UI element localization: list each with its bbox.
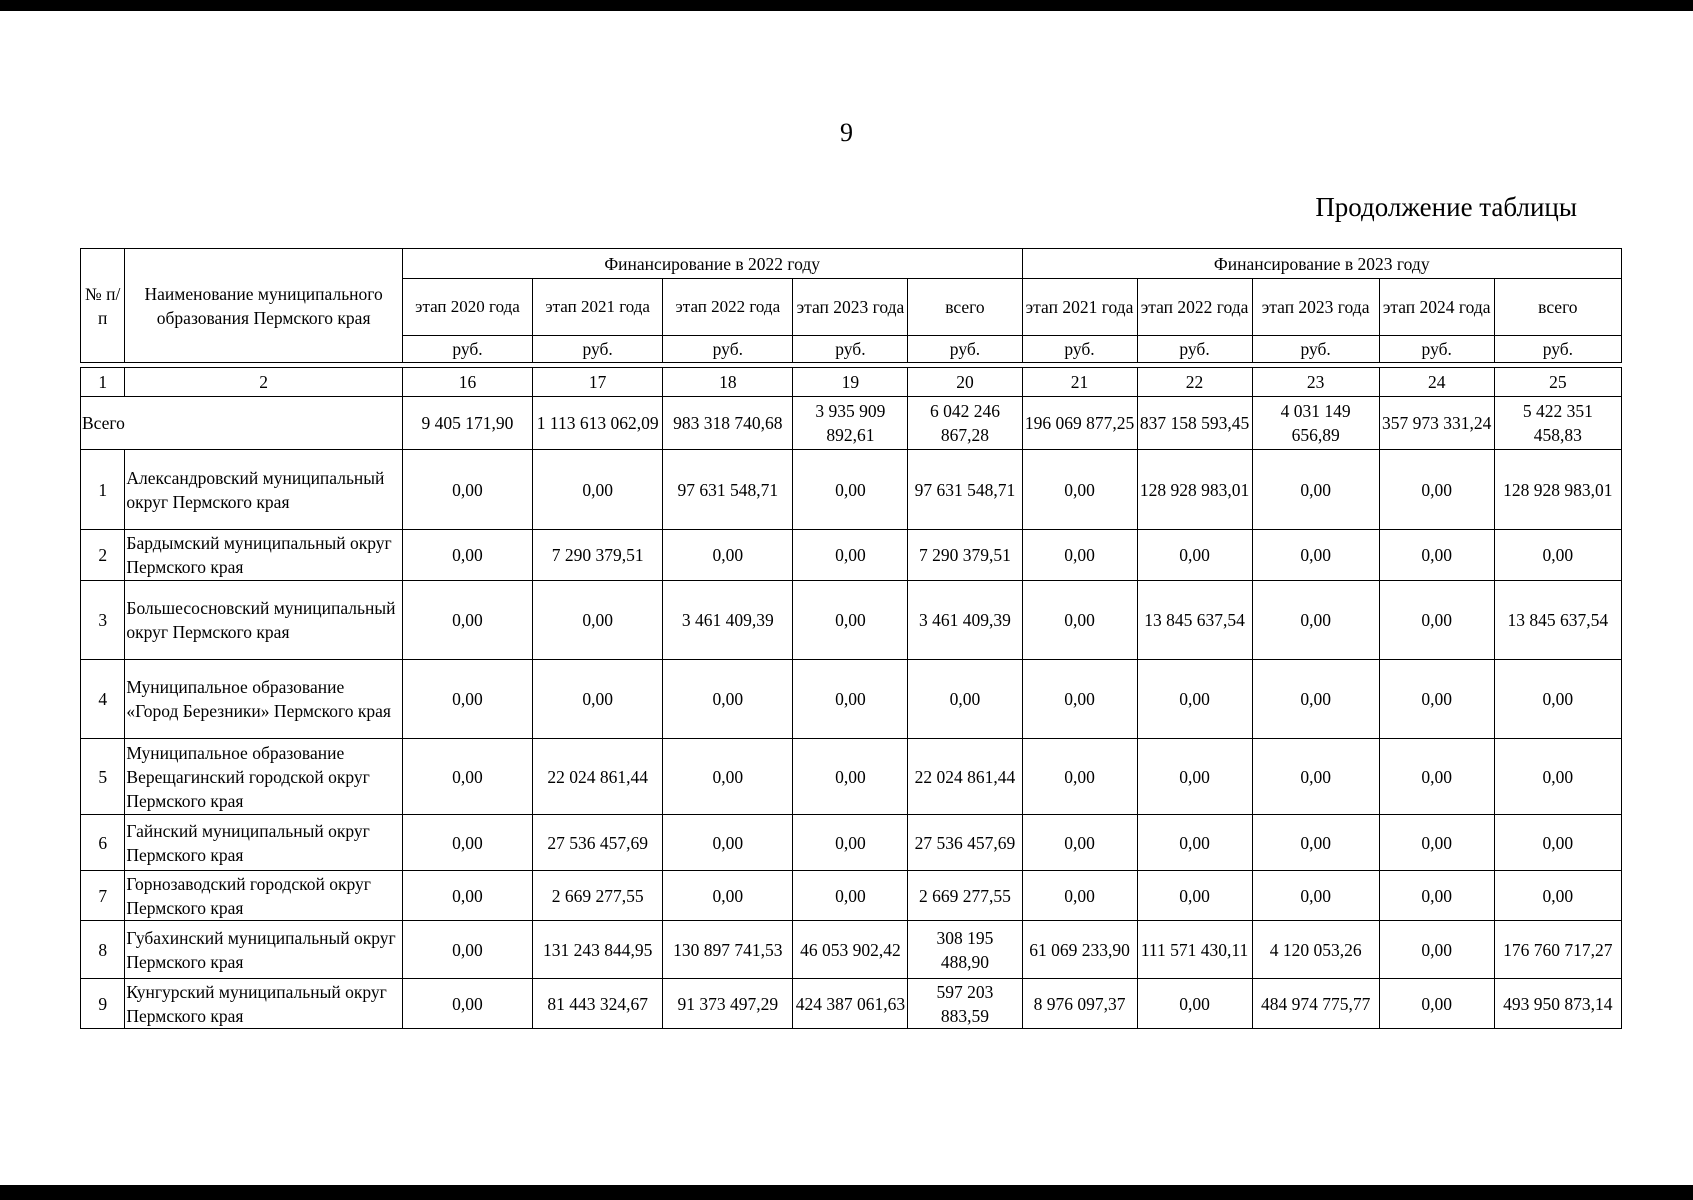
amount-cell: 0,00: [663, 871, 793, 921]
amount-cell: 27 536 457,69: [533, 815, 663, 871]
header-col: всего: [1494, 279, 1621, 336]
header-unit: руб.: [1494, 336, 1621, 363]
amount-cell: 0,00: [1379, 581, 1494, 660]
amount-cell: 0,00: [1252, 530, 1379, 581]
table-row: [81, 815, 1622, 871]
amount-cell: 0,00: [1022, 871, 1137, 921]
column-number: 18: [663, 368, 793, 397]
header-unit: руб.: [533, 336, 663, 363]
header-name: Наименование муниципального образования Пермского края: [125, 249, 403, 363]
header-no: № п/п: [81, 249, 125, 363]
amount-cell: 0,00: [1022, 581, 1137, 660]
amount-cell: 0,00: [1379, 450, 1494, 530]
amount-cell: 0,00: [663, 815, 793, 871]
total-cell: 1 113 613 062,09: [533, 397, 663, 450]
table-row: [81, 450, 1622, 530]
amount-cell: 7 290 379,51: [533, 530, 663, 581]
amount-cell: 176 760 717,27: [1494, 921, 1621, 979]
amount-cell: 91 373 497,29: [663, 979, 793, 1029]
total-cell: 3 935 909 892,61: [793, 397, 908, 450]
column-number: 22: [1137, 368, 1252, 397]
row-number: 7: [81, 871, 125, 921]
amount-cell: 0,00: [1252, 871, 1379, 921]
amount-cell: 0,00: [1252, 739, 1379, 815]
amount-cell: 0,00: [533, 450, 663, 530]
column-number: 20: [908, 368, 1022, 397]
amount-cell: 0,00: [1137, 979, 1252, 1029]
column-number: 17: [533, 368, 663, 397]
amount-cell: 0,00: [1022, 530, 1137, 581]
row-number: 5: [81, 739, 125, 815]
amount-cell: 0,00: [1379, 739, 1494, 815]
header-col: этап 2022 года: [663, 279, 793, 336]
table-row: [81, 530, 1622, 581]
total-row: [81, 397, 1622, 450]
amount-cell: 22 024 861,44: [908, 739, 1022, 815]
amount-cell: 130 897 741,53: [663, 921, 793, 979]
amount-cell: 0,00: [1137, 739, 1252, 815]
amount-cell: 3 461 409,39: [908, 581, 1022, 660]
amount-cell: 0,00: [402, 979, 532, 1029]
header-col: всего: [908, 279, 1022, 336]
row-number: 6: [81, 815, 125, 871]
header-col: этап 2022 года: [1137, 279, 1252, 336]
amount-cell: 0,00: [1022, 660, 1137, 739]
column-number: 1: [81, 368, 125, 397]
amount-cell: 0,00: [1137, 530, 1252, 581]
amount-cell: 484 974 775,77: [1252, 979, 1379, 1029]
amount-cell: 61 069 233,90: [1022, 921, 1137, 979]
amount-cell: 46 053 902,42: [793, 921, 908, 979]
amount-cell: 13 845 637,54: [1137, 581, 1252, 660]
total-cell: 357 973 331,24: [1379, 397, 1494, 450]
header-group-2022: Финансирование в 2022 году: [402, 249, 1022, 279]
column-number: 2: [125, 368, 403, 397]
table-row: [81, 979, 1622, 1029]
amount-cell: 0,00: [1379, 979, 1494, 1029]
row-number: 3: [81, 581, 125, 660]
total-cell: 983 318 740,68: [663, 397, 793, 450]
row-number: 1: [81, 450, 125, 530]
municipality-name: Горнозаводский городской округ Пермского края: [125, 871, 403, 921]
amount-cell: 493 950 873,14: [1494, 979, 1621, 1029]
municipality-name: Александровский муниципальный округ Пермского края: [125, 450, 403, 530]
amount-cell: 0,00: [1494, 739, 1621, 815]
row-number: 4: [81, 660, 125, 739]
amount-cell: 0,00: [793, 530, 908, 581]
total-label: Всего: [81, 397, 403, 450]
amount-cell: 97 631 548,71: [663, 450, 793, 530]
header-col: этап 2023 года: [793, 279, 908, 336]
table-row: [81, 921, 1622, 979]
financing-table: [80, 248, 1622, 1029]
amount-cell: 128 928 983,01: [1494, 450, 1621, 530]
amount-cell: 0,00: [1379, 871, 1494, 921]
header-group-2023: Финансирование в 2023 году: [1022, 249, 1622, 279]
amount-cell: 308 195 488,90: [908, 921, 1022, 979]
amount-cell: 0,00: [663, 739, 793, 815]
amount-cell: 0,00: [402, 871, 532, 921]
table-row: [81, 581, 1622, 660]
table-row: [81, 871, 1622, 921]
amount-cell: 0,00: [533, 660, 663, 739]
amount-cell: 8 976 097,37: [1022, 979, 1137, 1029]
amount-cell: 131 243 844,95: [533, 921, 663, 979]
amount-cell: 27 536 457,69: [908, 815, 1022, 871]
column-number: 25: [1494, 368, 1621, 397]
header-unit: руб.: [1022, 336, 1137, 363]
municipality-name: Муниципальное образование «Город Березники» Пермского края: [125, 660, 403, 739]
continuation-caption: Продолжение таблицы: [1315, 192, 1577, 222]
amount-cell: 0,00: [793, 871, 908, 921]
header-unit: руб.: [1252, 336, 1379, 363]
row-number: 2: [81, 530, 125, 581]
amount-cell: 0,00: [1137, 815, 1252, 871]
amount-cell: 0,00: [402, 739, 532, 815]
municipality-name: Гайнский муниципальный округ Пермского края: [125, 815, 403, 871]
table-row: [81, 660, 1622, 739]
amount-cell: 0,00: [1494, 660, 1621, 739]
column-number: 19: [793, 368, 908, 397]
amount-cell: 2 669 277,55: [908, 871, 1022, 921]
amount-cell: 597 203 883,59: [908, 979, 1022, 1029]
total-cell: 837 158 593,45: [1137, 397, 1252, 450]
amount-cell: 0,00: [1137, 660, 1252, 739]
header-unit: руб.: [663, 336, 793, 363]
amount-cell: 0,00: [1494, 871, 1621, 921]
amount-cell: 0,00: [402, 530, 532, 581]
amount-cell: 13 845 637,54: [1494, 581, 1621, 660]
municipality-name: Большесосновский муниципальный округ Пермского края: [125, 581, 403, 660]
total-cell: 5 422 351 458,83: [1494, 397, 1621, 450]
amount-cell: 424 387 061,63: [793, 979, 908, 1029]
amount-cell: 0,00: [402, 815, 532, 871]
amount-cell: 0,00: [1022, 815, 1137, 871]
amount-cell: 0,00: [1137, 871, 1252, 921]
amount-cell: 0,00: [1494, 815, 1621, 871]
row-number: 8: [81, 921, 125, 979]
amount-cell: 128 928 983,01: [1137, 450, 1252, 530]
amount-cell: 0,00: [1379, 815, 1494, 871]
header-col: этап 2024 года: [1379, 279, 1494, 336]
amount-cell: 0,00: [1379, 921, 1494, 979]
amount-cell: 3 461 409,39: [663, 581, 793, 660]
header-col: этап 2020 года: [402, 279, 532, 336]
amount-cell: 0,00: [1494, 530, 1621, 581]
scan-bottom-border: [0, 1185, 1693, 1200]
amount-cell: 0,00: [1252, 450, 1379, 530]
header-unit: руб.: [908, 336, 1022, 363]
scan-top-border: [0, 0, 1693, 11]
amount-cell: 97 631 548,71: [908, 450, 1022, 530]
municipality-name: Муниципальное образование Верещагинский городской округ Пермского края: [125, 739, 403, 815]
amount-cell: 0,00: [793, 660, 908, 739]
amount-cell: 0,00: [402, 660, 532, 739]
amount-cell: 0,00: [1252, 815, 1379, 871]
header-col: этап 2021 года: [533, 279, 663, 336]
page-number: 9: [840, 118, 853, 147]
amount-cell: 0,00: [533, 581, 663, 660]
amount-cell: 0,00: [1022, 450, 1137, 530]
amount-cell: 4 120 053,26: [1252, 921, 1379, 979]
amount-cell: 7 290 379,51: [908, 530, 1022, 581]
amount-cell: 0,00: [663, 660, 793, 739]
header-unit: руб.: [1379, 336, 1494, 363]
header-unit: руб.: [793, 336, 908, 363]
amount-cell: 0,00: [908, 660, 1022, 739]
amount-cell: 0,00: [1252, 581, 1379, 660]
municipality-name: Губахинский муниципальный округ Пермского края: [125, 921, 403, 979]
header-unit: руб.: [1137, 336, 1252, 363]
amount-cell: 0,00: [1379, 660, 1494, 739]
amount-cell: 22 024 861,44: [533, 739, 663, 815]
amount-cell: 111 571 430,11: [1137, 921, 1252, 979]
amount-cell: 0,00: [793, 739, 908, 815]
column-number: 23: [1252, 368, 1379, 397]
column-number: 16: [402, 368, 532, 397]
header-unit: руб.: [402, 336, 532, 363]
municipality-name: Кунгурский муниципальный округ Пермского края: [125, 979, 403, 1029]
row-number: 9: [81, 979, 125, 1029]
amount-cell: 0,00: [793, 450, 908, 530]
amount-cell: 2 669 277,55: [533, 871, 663, 921]
column-number: 21: [1022, 368, 1137, 397]
column-number: 24: [1379, 368, 1494, 397]
amount-cell: 0,00: [663, 530, 793, 581]
total-cell: 196 069 877,25: [1022, 397, 1137, 450]
amount-cell: 81 443 324,67: [533, 979, 663, 1029]
total-cell: 4 031 149 656,89: [1252, 397, 1379, 450]
amount-cell: 0,00: [402, 921, 532, 979]
amount-cell: 0,00: [1379, 530, 1494, 581]
total-cell: 9 405 171,90: [402, 397, 532, 450]
header-col: этап 2023 года: [1252, 279, 1379, 336]
amount-cell: 0,00: [402, 450, 532, 530]
amount-cell: 0,00: [793, 815, 908, 871]
amount-cell: 0,00: [1252, 660, 1379, 739]
municipality-name: Бардымский муниципальный округ Пермского края: [125, 530, 403, 581]
total-cell: 6 042 246 867,28: [908, 397, 1022, 450]
header-col: этап 2021 года: [1022, 279, 1137, 336]
table-row: [81, 739, 1622, 815]
amount-cell: 0,00: [402, 581, 532, 660]
amount-cell: 0,00: [793, 581, 908, 660]
amount-cell: 0,00: [1022, 739, 1137, 815]
